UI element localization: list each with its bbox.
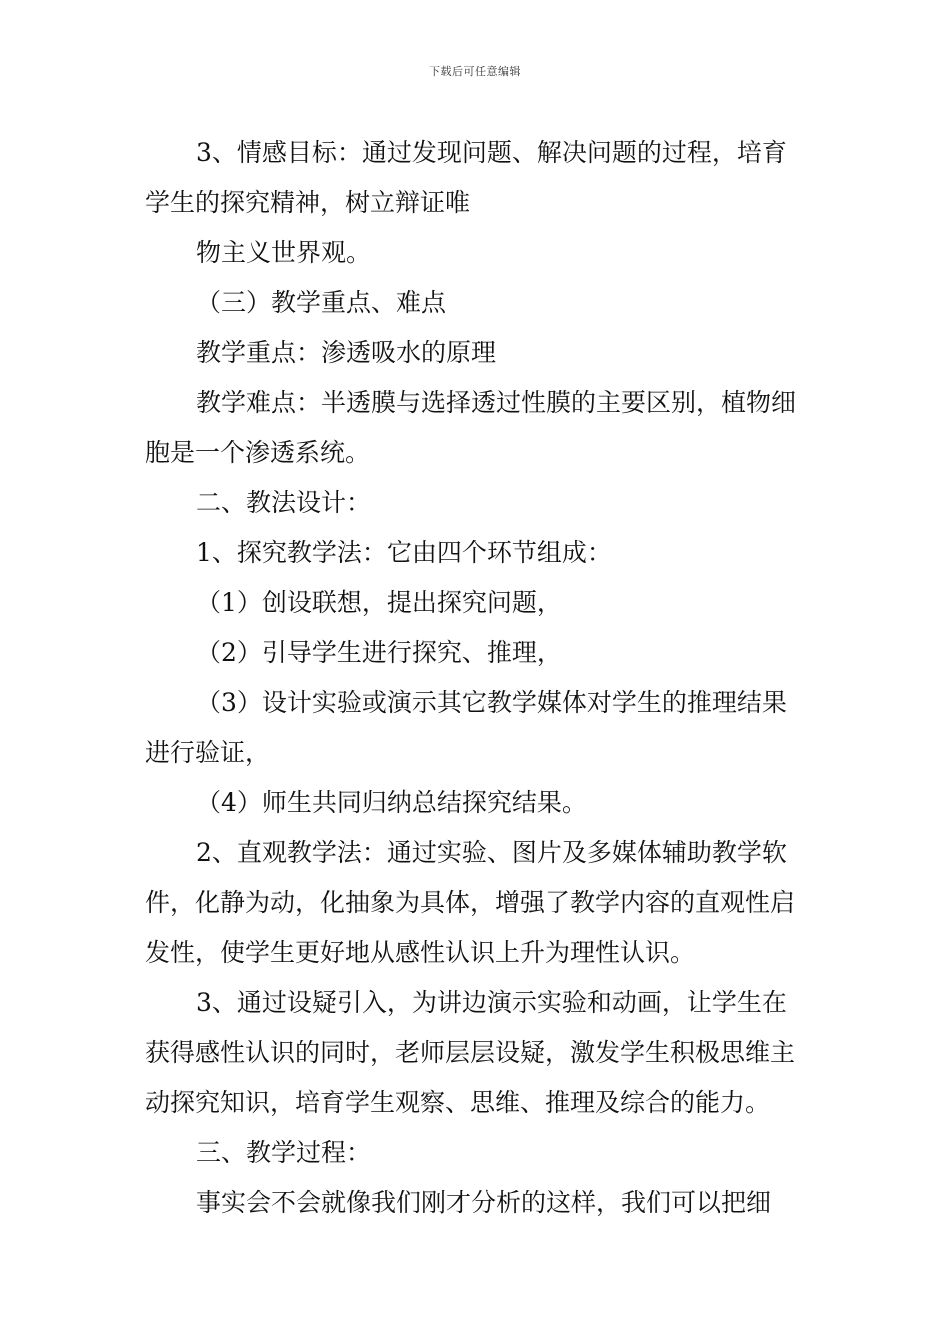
list-item-step-3: （3）设计实验或演示其它教学媒体对学生的推理结果进行验证， — [145, 688, 787, 767]
document-body — [145, 128, 810, 1228]
list-item-step-1: （1）创设联想，提出探究问题， — [196, 588, 562, 617]
page-header: 下载后可任意编辑 — [429, 65, 521, 78]
paragraph-inquiry-method: 1、探究教学法：它由四个环节组成： — [196, 538, 612, 567]
section-heading-teaching-method: 二、教法设计： — [196, 488, 372, 517]
paragraph-questioning-method: 3、通过设疑引入，为讲边演示实验和动画，让学生在获得感性认识的同时，老师层层设疑，激发学生积极思维主动探究知识，培育学生观察、思维、推理及综合的能力。 — [145, 988, 796, 1117]
paragraph-process-intro: 事实会不会就像我们刚才分析的这样，我们可以把细 — [196, 1188, 772, 1217]
paragraph-visual-method: 2、直观教学法：通过实验、图片及多媒体辅助教学软件，化静为动，化抽象为具体，增强了教学内容的直观性启发性，使学生更好地从感性认识上升为理性认识。 — [145, 838, 796, 967]
section-heading-teaching-process: 三、教学过程： — [196, 1138, 372, 1167]
paragraph-worldview: 物主义世界观。 — [196, 238, 372, 267]
section-heading-key-points: （三）教学重点、难点 — [196, 288, 447, 317]
paragraph-key-point: 教学重点：渗透吸水的原理 — [196, 338, 497, 367]
paragraph-emotional-goal: 3、情感目标：通过发现问题、解决问题的过程，培育学生的探究精神，树立辩证唯 — [145, 138, 787, 217]
list-item-step-4: （4）师生共同归纳总结探究结果。 — [196, 788, 587, 817]
paragraph-difficult-point: 教学难点：半透膜与选择透过性膜的主要区别，植物细胞是一个渗透系统。 — [145, 388, 797, 467]
list-item-step-2: （2）引导学生进行探究、推理， — [196, 638, 562, 667]
